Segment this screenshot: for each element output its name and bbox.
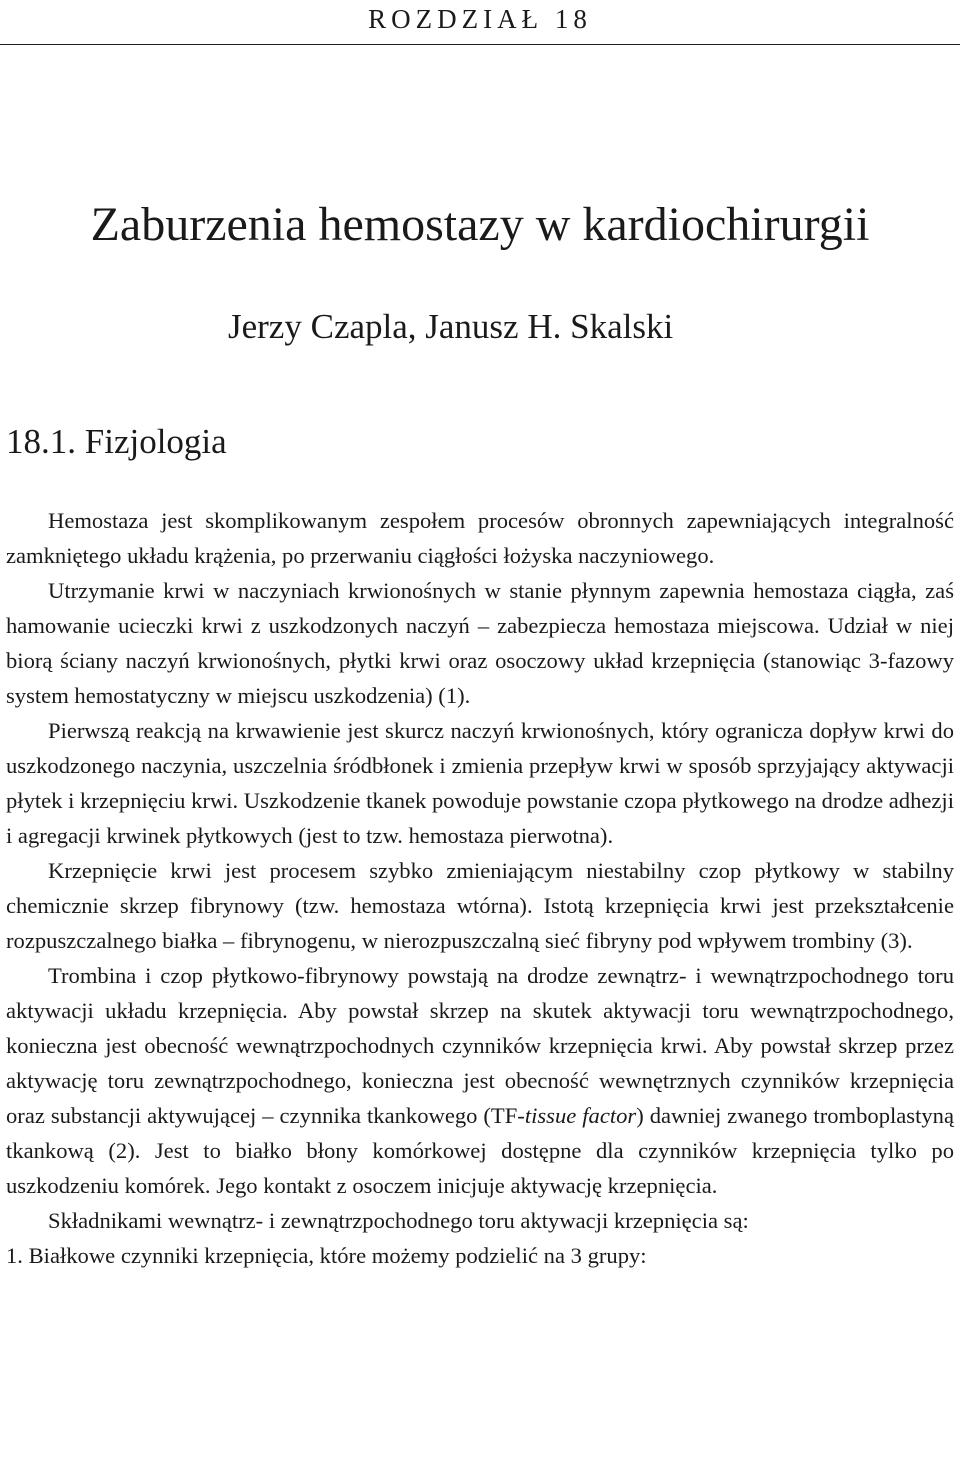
list-item: 1. Białkowe czynniki krzepnięcia, które możemy podzielić na 3 grupy: [6, 1243, 647, 1268]
paragraph: Krzepnięcie krwi jest procesem szybko zmieniającym niestabilny czop płytkowy w stabilny chemicznie skrzep fibrynowy (tzw. hemostaza wtórna). Istotą krzepnięcia krwi jest przekształcenie rozpuszczalnego białka – fibrynogenu, w nierozpuszczalną sieć fibryny pod wpływem trombiny (3). [6, 858, 954, 953]
italic-term: tissue factor [524, 1103, 637, 1128]
header-rule [0, 44, 960, 45]
authors: Jerzy Czapla, Janusz H. Skalski [228, 307, 674, 346]
chapter-title: Zaburzenia hemostazy w kardiochirurgii [90, 198, 870, 251]
paragraph: Hemostaza jest skomplikowanym zespołem procesów obronnych zapewniających integralność zamkniętego układu krążenia, po przerwaniu ciągłości łożyska naczyniowego. [6, 508, 954, 568]
body-text [6, 503, 954, 1273]
chapter-header: ROZDZIAŁ 18 [368, 4, 592, 34]
paragraph-text: ) dawniej zwanego tromboplastyną tkankową (2). Jest to białko błony komórkowej dostępne dla czynników krzepnięcia tylko po uszkodzeniu komórek. Jego kontakt z osoczem inicjuje aktywację krzepnięcia. [6, 1103, 954, 1198]
paragraph [6, 958, 954, 1203]
paragraph: Składnikami wewnątrz- i zewnątrzpochodnego toru aktywacji krzepnięcia są: [48, 1208, 749, 1233]
paragraph: Pierwszą reakcją na krwawienie jest skurcz naczyń krwionośnych, który ogranicza dopływ krwi do uszkodzonego naczynia, uszczelnia śródbłonek i zmienia przepływ krwi w sposób sprzyjający aktywacji płytek i krzepnięciu krwi. Uszkodzenie tkanek powoduje powstanie czopa płytkowego na drodze adhezji i agregacji krwinek płytkowych (jest to tzw. hemostaza pierwotna). [6, 718, 954, 848]
paragraph: Utrzymanie krwi w naczyniach krwionośnych w stanie płynnym zapewnia hemostaza ciągła, zaś hamowanie ucieczki krwi z uszkodzonych naczyń – zabezpiecza hemostaza miejscowa. Udział w niej biorą ściany naczyń krwionośnych, płytki krwi oraz osoczowy układ krzepnięcia (stanowiąc 3-fazowy system hemostatyczny w miejscu uszkodzenia) (1). [6, 578, 954, 708]
paragraph-text: Trombina i czop płytkowo-fibrynowy powstają na drodze zewnątrz- i wewnątrzpochodnego toru aktywacji układu krzepnięcia. Aby powstał skrzep na skutek aktywacji toru wewnątrzpochodnego, konieczna jest obecność wewnątrzpochodnych czynników krzepnięcia krwi. Aby powstał skrzep przez aktywację toru zewnątrzpochodnego, konieczna jest obecność wewnętrznych czynników krzepnięcia oraz substancji aktywującej – czynnika tkankowego (TF- [6, 963, 954, 1128]
section-heading: 18.1. Fizjologia [6, 422, 227, 461]
